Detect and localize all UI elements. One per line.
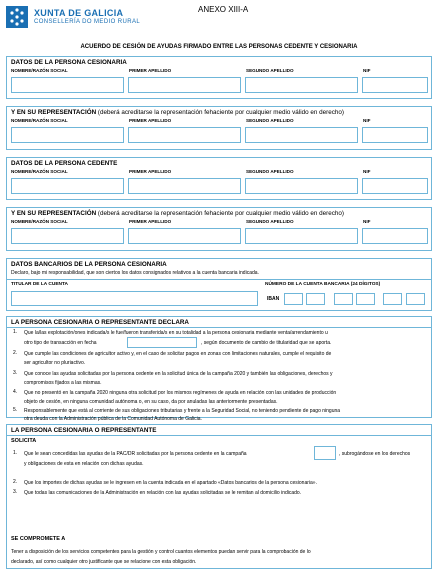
iban-cell[interactable] — [406, 293, 425, 305]
campaign-field[interactable] — [314, 446, 336, 460]
item-number: 1. — [13, 450, 18, 456]
representative1-section — [6, 106, 432, 150]
nif-label: NIF — [363, 118, 371, 123]
cedente-section — [6, 157, 432, 200]
solicita-subtitle: SOLICITA — [11, 438, 37, 444]
section-title: Y EN SU REPRESENTACIÓN — [11, 109, 97, 116]
surname2-field[interactable] — [245, 127, 358, 143]
org-name: XUNTA DE GALICIA — [34, 8, 124, 18]
bank-declaration: Declaro, bajo mi responsabilidad, que son ciertos los datos consignados relativos a la cuenta bancaria indicada. — [11, 270, 259, 276]
transaction-date-field[interactable] — [127, 337, 197, 348]
department-name: CONSELLERÍA DO MEDIO RURAL — [34, 19, 141, 25]
compromete-title: SE COMPROMETE A — [11, 536, 66, 542]
item-number: 1. — [13, 329, 18, 335]
solicita-item-1-line: Que le sean concedidas las ayudas de la PAC/DR solicitadas por la persona cedente en la campaña — [24, 451, 247, 457]
name-label: NOMBRE/RAZÓN SOCIAL — [11, 68, 68, 73]
iban-cell[interactable] — [334, 293, 353, 305]
nif-field[interactable] — [362, 228, 428, 244]
surname1-field[interactable] — [128, 77, 241, 93]
surname2-label: SEGUNDO APELLIDO — [246, 219, 294, 224]
declara-item-5-line: Responsablemente que está al corriente de sus obligaciones tributarias y frente a la Seguridad Social, no teniendo pendiente de pago ninguna — [24, 408, 341, 414]
section-title: DATOS DE LA PERSONA CESIONARIA — [11, 59, 127, 66]
surname2-label: SEGUNDO APELLIDO — [246, 118, 294, 123]
nif-field[interactable] — [362, 127, 428, 143]
nif-label: NIF — [363, 169, 371, 174]
xunta-logo-icon — [6, 6, 28, 28]
name-label: NOMBRE/RAZÓN SOCIAL — [11, 219, 68, 224]
declara-item-2-line: ser agricultor no pluriactivo. — [24, 360, 86, 366]
name-field[interactable] — [11, 228, 124, 244]
holder-field[interactable] — [11, 291, 258, 306]
compromete-line: Tener a disposición de los servicios competentes para la gestión y control cuantos elementos puedan servir para la comprobación de lo — [11, 549, 311, 555]
surname2-label: SEGUNDO APELLIDO — [246, 169, 294, 174]
iban-cell[interactable] — [284, 293, 303, 305]
nif-label: NIF — [363, 68, 371, 73]
item-number: 2. — [13, 350, 18, 356]
section-title: DATOS DE LA PERSONA CEDENTE — [11, 160, 118, 167]
item-number: 2. — [13, 479, 18, 485]
holder-label: TITULAR DE LA CUENTA — [11, 282, 69, 287]
declara-item-4-line: Que no presentó en la campaña 2020 ninguna otra solicitud por los mismos regímenes de ayuda en relación con las unidades de producción — [24, 390, 337, 396]
section-title: LA PERSONA CESIONARIA O REPRESENTANTE — [11, 427, 157, 434]
section-note: (deberá acreditarse la representación fehaciente por cualquier medio válido en derecho) — [96, 210, 344, 217]
solicita-item-3-line: Que todas las comunicaciones de la Administración en relación con las ayudas solicitadas se le remitan al domicilio indicado. — [24, 490, 302, 496]
declara-item-3-line: compromisos fijados a las mismas. — [24, 380, 102, 386]
compromete-line: declarado, así como cualquier otro justificante que se relacione con esta obligación. — [11, 559, 197, 565]
declara-item-1-line: Que la/las explotación/ones indicada/s le fue/fueron transferida/s en su totalidad a la persona cesionaria mediante venta/arrendamiento u — [24, 330, 328, 336]
nif-field[interactable] — [362, 77, 428, 93]
name-field[interactable] — [11, 127, 124, 143]
surname2-label: SEGUNDO APELLIDO — [246, 68, 294, 73]
section-title: LA PERSONA CESIONARIA O REPRESENTANTE DECLARA — [11, 319, 189, 326]
surname1-field[interactable] — [128, 127, 241, 143]
nif-field[interactable] — [362, 178, 428, 194]
declara-item-1-line: otro tipo de transacción en fecha — [24, 340, 97, 346]
item-number: 3. — [13, 370, 18, 376]
surname1-label: PRIMER APELLIDO — [129, 219, 172, 224]
annex-label: ANEXO XIII-A — [198, 5, 249, 14]
declara-item-3-line: Que conoce las ayudas solicitadas por la persona cedente en la solicitud única de la campaña 2020 y también las obligaciones, derechos y — [24, 371, 333, 377]
surname2-field[interactable] — [245, 228, 358, 244]
item-number: 5. — [13, 407, 18, 413]
iban-cell[interactable] — [356, 293, 375, 305]
declara-section — [6, 316, 432, 422]
iban-label: IBAN — [267, 296, 280, 302]
representative2-section — [6, 207, 432, 251]
declara-item-4-line: objeto de cesión, en ninguna comunidad autónoma o, en su caso, da por anuladas las anteriormente presentadas. — [24, 399, 278, 405]
surname1-label: PRIMER APELLIDO — [129, 68, 172, 73]
declara-item-1-line: , según documento de cambio de titularidad que se aporta. — [201, 340, 332, 346]
solicita-item-1-line: y obligaciones de esta en relación con dichas ayudas. — [24, 461, 144, 467]
document-title: ACUERDO DE CESIÓN DE AYUDAS FIRMADO ENTRE LAS PERSONAS CEDENTE Y CESIONARIA — [80, 44, 358, 50]
section-title: Y EN SU REPRESENTACIÓN — [11, 210, 97, 217]
surname2-field[interactable] — [245, 178, 358, 194]
section-note: (deberá acreditarse la representación fehaciente por cualquier medio válido en derecho) — [96, 109, 344, 116]
iban-cell[interactable] — [306, 293, 325, 305]
item-number: 4. — [13, 389, 18, 395]
surname1-label: PRIMER APELLIDO — [129, 169, 172, 174]
name-field[interactable] — [11, 178, 124, 194]
solicita-item-2-line: Que los importes de dichas ayudas se le ingresen en la cuenta indicada en el apartado «Datos bancarios de la persona cesionaria». — [24, 480, 317, 486]
nif-label: NIF — [363, 219, 371, 224]
solicita-section — [6, 424, 432, 569]
declara-item-5-line: otra deuda con la Administración pública de la Comunidad Autónoma de Galicia. — [24, 416, 202, 422]
solicita-item-1-line: , subrogándose en los derechos — [339, 451, 411, 457]
account-label: NÚMERO DE LA CUENTA BANCARIA (24 DÍGITOS) — [265, 282, 381, 287]
header — [6, 4, 432, 32]
cesionaria-section — [6, 56, 432, 99]
declara-item-2-line: Que cumple las condiciones de agricultor activo y, en el caso de solicitar pagos en zonas con limitaciones naturales, cumple el requisito de — [24, 351, 332, 357]
surname1-field[interactable] — [128, 228, 241, 244]
name-label: NOMBRE/RAZÓN SOCIAL — [11, 118, 68, 123]
surname2-field[interactable] — [245, 77, 358, 93]
surname1-field[interactable] — [128, 178, 241, 194]
item-number: 3. — [13, 489, 18, 495]
name-label: NOMBRE/RAZÓN SOCIAL — [11, 169, 68, 174]
section-title: DATOS BANCARIOS DE LA PERSONA CESIONARIA — [11, 261, 167, 268]
name-field[interactable] — [11, 77, 124, 93]
iban-cell[interactable] — [383, 293, 402, 305]
surname1-label: PRIMER APELLIDO — [129, 118, 172, 123]
